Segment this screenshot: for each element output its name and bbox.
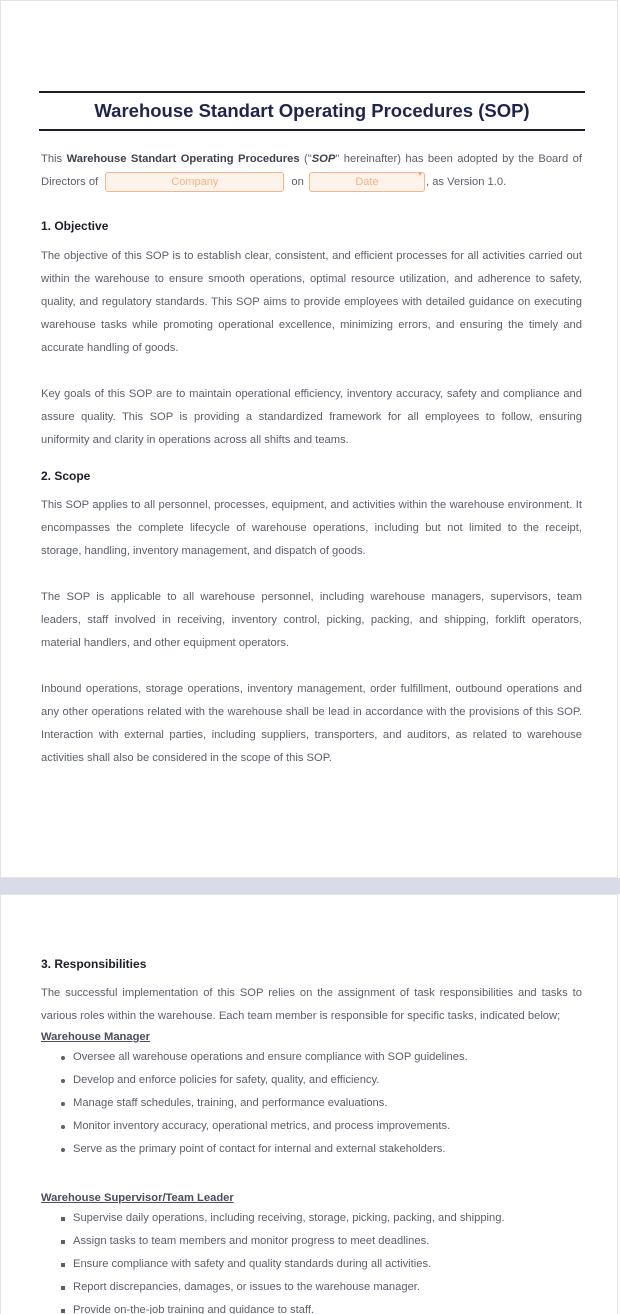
list-item: Develop and enforce policies for safety, quality, and efficiency. xyxy=(73,1069,582,1092)
list-item: Supervise daily operations, including receiving, storage, picking, packing, and shipping. xyxy=(73,1207,582,1230)
intro-on-text: on xyxy=(291,176,304,188)
document-title: Warehouse Standart Operating Procedures (SOP) xyxy=(94,100,530,121)
scope-paragraph-1: This SOP applies to all personnel, processes, equipment, and activities within the warehouse environment. It encompasses the complete lifecycle of warehouse operations, including but not limited to the receipt, storage, handling, inventory management, and dispatch of goods. xyxy=(41,499,582,557)
responsibilities-paragraph: The successful implementation of this SOP relies on the assignment of task responsibilities and tasks to various roles within the warehouse. Each team member is responsible for specific tasks, indicated below; xyxy=(41,987,582,1022)
scope-paragraph-3: Inbound operations, storage operations, inventory management, order fulfillment, outbound operations and any other operations related with the warehouse shall be lead in accordance with the provisions of this SOP. Interaction with external parties, including suppliers, transporters, and auditors, as related to warehouse activities shall also be considered in the scope of this SOP. xyxy=(41,683,582,764)
required-marker: * xyxy=(418,171,422,183)
supervisor-subheading: Warehouse Supervisor/Team Leader xyxy=(41,1192,234,1204)
intro-bold-sop: SOP xyxy=(311,153,336,165)
intro-paragraph xyxy=(41,148,582,194)
list-item: Ensure compliance with safety and quality standards during all activities. xyxy=(73,1253,582,1276)
responsibilities-heading: 3. Responsibilities xyxy=(41,957,147,971)
manager-subheading: Warehouse Manager xyxy=(41,1031,151,1043)
company-placeholder: Company xyxy=(171,176,219,189)
list-item: Manage staff schedules, training, and performance evaluations. xyxy=(73,1092,582,1115)
intro-text: (" xyxy=(299,153,312,165)
intro-text: This xyxy=(41,153,67,165)
supervisor-block xyxy=(41,1192,582,1314)
list-item: Report discrepancies, damages, or issues to the warehouse manager. xyxy=(73,1276,582,1299)
page-separator xyxy=(0,878,620,894)
manager-block xyxy=(41,1031,582,1161)
intro-bold-title: Warehouse Standart Operating Procedures xyxy=(66,153,300,165)
intro-text: , as Version 1.0. xyxy=(425,176,507,188)
list-item: Assign tasks to team members and monitor progress to meet deadlines. xyxy=(73,1230,582,1253)
list-item: Provide on-the-job training and guidance to staff. xyxy=(73,1299,582,1314)
list-item: Monitor inventory accuracy, operational metrics, and process improvements. xyxy=(73,1115,582,1138)
title-banner xyxy=(39,91,585,131)
manager-list xyxy=(73,1046,582,1161)
scope-paragraph-2: The SOP is applicable to all warehouse personnel, including warehouse managers, supervisors, team leaders, staff involved in receiving, inventory control, picking, packing, and shipping, forklift operators, material handlers, and other equipment operators. xyxy=(41,591,582,649)
objective-heading: 1. Objective xyxy=(41,219,109,233)
objective-paragraph-1: The objective of this SOP is to establish clear, consistent, and efficient processes for all activities carried out within the warehouse to ensure smooth operations, optimal resource utilization, and adherence to safety, quality, and regulatory standards. This SOP aims to provide employees with detailed guidance on executing warehouse tasks while promoting operational excellence, minimizing errors, and ensuring the timely and accurate handling of goods. xyxy=(41,250,582,354)
list-item: Serve as the primary point of contact for internal and external stakeholders. xyxy=(73,1138,582,1161)
document-page-2 xyxy=(0,894,618,1314)
date-placeholder: Date xyxy=(355,176,379,189)
intro-text: " hereinafter) has been adopted by the Board of Directors of xyxy=(41,153,582,188)
supervisor-list xyxy=(73,1207,582,1314)
date-field[interactable] xyxy=(309,172,425,192)
objective-paragraph-2: Key goals of this SOP are to maintain operational efficiency, inventory accuracy, safety and compliance and assure quality. This SOP is providing a standardized framework for all employees to follow, ensuring uniformity and clarity in operations across all shifts and teams. xyxy=(41,388,582,446)
company-field[interactable] xyxy=(105,172,284,192)
list-item: Oversee all warehouse operations and ensure compliance with SOP guidelines. xyxy=(73,1046,582,1069)
scope-heading: 2. Scope xyxy=(41,469,91,483)
